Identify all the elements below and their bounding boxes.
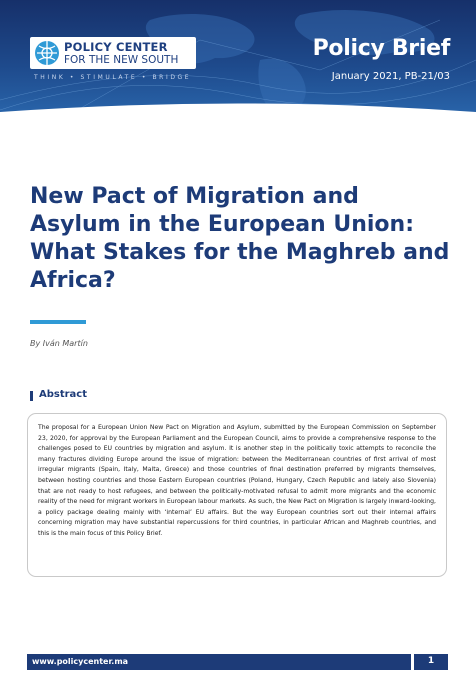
- logo-line-2: FOR THE NEW SOUTH: [64, 54, 179, 66]
- title-accent-rule: [30, 320, 86, 324]
- author-byline: By Iván Martín: [30, 339, 88, 348]
- document-title: New Pact of Migration and Asylum in the European Union: What Stakes for the Maghreb and Africa?: [30, 184, 450, 293]
- abstract-box: [27, 413, 447, 577]
- logo-line-1: POLICY CENTER: [64, 40, 168, 54]
- footer-website-link[interactable]: www.policycenter.ma: [32, 657, 129, 666]
- page-number-box: [414, 654, 448, 670]
- globe-logo-icon: [34, 40, 60, 66]
- header-banner: [0, 0, 476, 120]
- logo-tagline: THINK • STIMULATE • BRIDGE: [34, 74, 192, 81]
- policy-center-logo[interactable]: [30, 37, 196, 69]
- document-type-title: Policy Brief: [312, 36, 450, 61]
- document-date-reference: January 2021, PB-21/03: [331, 71, 450, 82]
- abstract-text: The proposal for a European Union New Pact on Migration and Asylum, submitted by the European Commission on September 23, 2020, for approval by the European Parliament and the European Council, aims to provide a comprehensive response to the challenges posed to EU countries by migration and asylum. It is another step in the politically toxic attempts to reconcile the many fractures dividing Europe around the issue of migration: between the Mediterranean countries of first arrival of most irregular migrants (Spain, Italy, Malta, Greece) and those countries of final destination preferred by migrants themselves, between hosting countries and those Eastern European countries (Poland, Hungary, Czech Republic and lately also Slovenia) that are not ready to host refugees, and between the politically-motivated refusal to admit more migrants and the economic reality of the need for migrant workers in European labour markets. As such, the New Pact on Migration is largely inward-looking, a policy package dealing mainly with ‘internal’ EU affairs. But the way European countries sort out their internal affairs concerning migration may have substantial repercussions for third countries, in particular African and Maghreb countries, and this is the main focus of this Policy Brief.: [38, 424, 436, 537]
- footer-bar: [27, 654, 411, 670]
- abstract-heading-marker: [30, 391, 33, 401]
- page-number: 1: [427, 656, 435, 666]
- abstract-heading: Abstract: [39, 389, 88, 400]
